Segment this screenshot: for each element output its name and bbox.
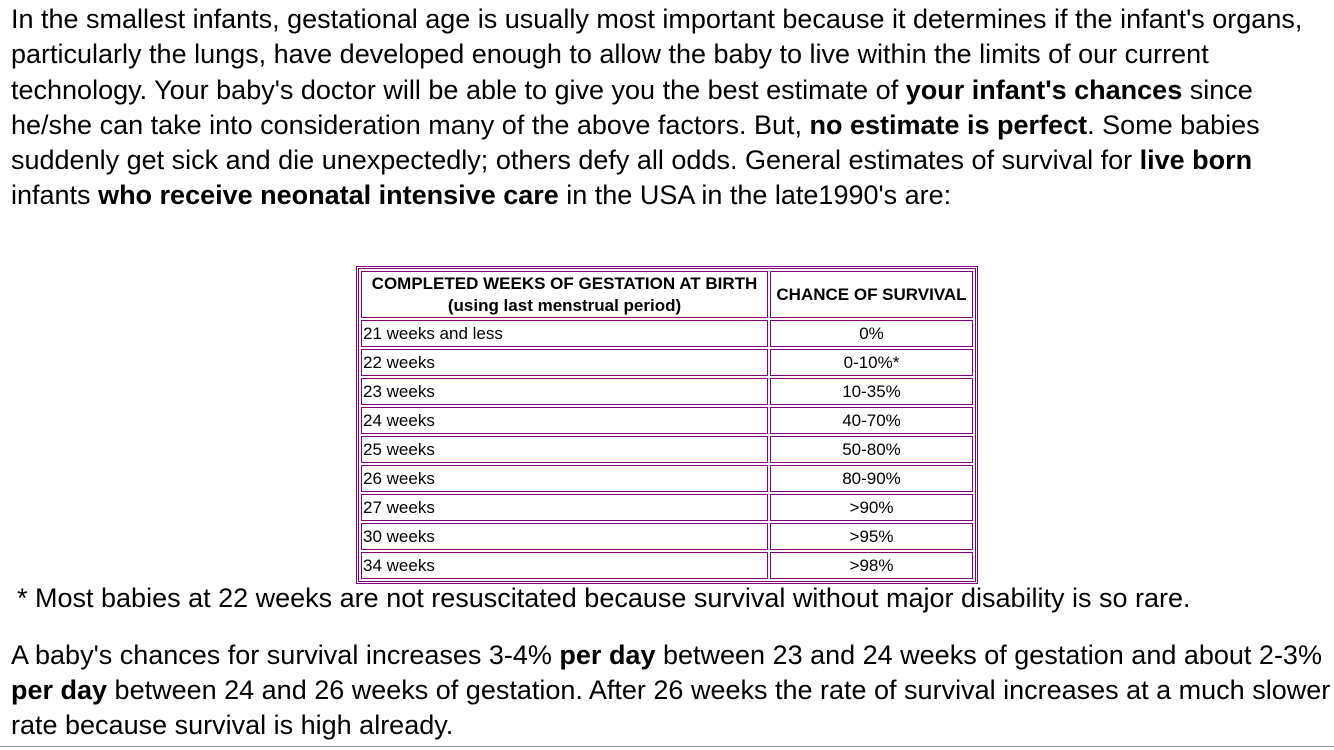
chance-cell: 0-10%*: [770, 349, 973, 376]
table-row: [361, 465, 973, 492]
chance-cell: >98%: [770, 552, 973, 579]
survival-table: [358, 268, 976, 582]
intro-text-1: In the smallest infants, gestational age is usually most important because it determines if the infant's organs, particularly the lungs, have developed enough to allow the baby to live within the limits of our current technology. Your baby's doctor will be able to give you the best estimate of: [11, 4, 1303, 105]
table-row: [361, 320, 973, 347]
chance-cell: >95%: [770, 523, 973, 550]
table-row: [361, 349, 973, 376]
chance-cell: >90%: [770, 494, 973, 521]
chance-cell: 10-35%: [770, 378, 973, 405]
table-row: [361, 523, 973, 550]
table-row: [361, 378, 973, 405]
outro-text-3: between 24 and 26 weeks of gestation. After 26 weeks the rate of survival increases at a much slower rate because survival is high already.: [11, 675, 1331, 740]
weeks-cell: 26 weeks: [361, 465, 768, 492]
header-weeks-sublabel: (using last menstrual period): [447, 295, 682, 315]
weeks-cell: 22 weeks: [361, 349, 768, 376]
outro-text-1: A baby's chances for survival increases 3-4%: [11, 640, 560, 670]
weeks-cell: 21 weeks and less: [361, 320, 768, 347]
bottom-divider: [0, 746, 1334, 747]
chance-cell: 50-80%: [770, 436, 973, 463]
outro-bold-per-day-2: per day: [11, 675, 108, 705]
weeks-cell: 30 weeks: [361, 523, 768, 550]
intro-bold-no-estimate: no estimate is perfect: [809, 109, 1088, 140]
table-row: [361, 407, 973, 434]
intro-text-5: in the USA in the late1990's are:: [558, 180, 952, 211]
intro-text-3: . Some babies suddenly get sick and die unexpectedly; others defy all odds. General estimates of survival for: [11, 109, 1260, 176]
intro-bold-infant-chances: your infant's chances: [905, 74, 1183, 105]
header-survival-label: CHANCE OF SURVIVAL: [776, 284, 967, 304]
chance-cell: 0%: [770, 320, 973, 347]
intro-text-2: since he/she can take into consideration many of the above factors. But,: [11, 74, 1253, 140]
table-row: [361, 436, 973, 463]
header-weeks-cell: [361, 271, 768, 318]
intro-bold-intensive-care: who receive neonatal intensive care: [98, 180, 559, 211]
outro-text-2: between 23 and 24 weeks of gestation and about 2-3%: [655, 640, 1322, 670]
table-header-row: [361, 271, 973, 318]
outro-paragraph: [11, 638, 1331, 743]
intro-bold-live-born: live born: [1139, 145, 1253, 176]
weeks-cell: 25 weeks: [361, 436, 768, 463]
header-weeks-label: COMPLETED WEEKS OF GESTATION AT BIRTH: [371, 273, 758, 293]
intro-text-4: infants: [11, 180, 99, 211]
weeks-cell: 24 weeks: [361, 407, 768, 434]
chance-cell: 80-90%: [770, 465, 973, 492]
footnote: * Most babies at 22 weeks are not resuscitated because survival without major disability is so rare.: [17, 583, 1191, 613]
weeks-cell: 34 weeks: [361, 552, 768, 579]
intro-paragraph: [11, 2, 1331, 214]
outro-bold-per-day-1: per day: [559, 640, 656, 670]
header-survival-cell: [770, 271, 973, 318]
weeks-cell: 27 weeks: [361, 494, 768, 521]
weeks-cell: 23 weeks: [361, 378, 768, 405]
table-row: [361, 552, 973, 579]
chance-cell: 40-70%: [770, 407, 973, 434]
table-row: [361, 494, 973, 521]
